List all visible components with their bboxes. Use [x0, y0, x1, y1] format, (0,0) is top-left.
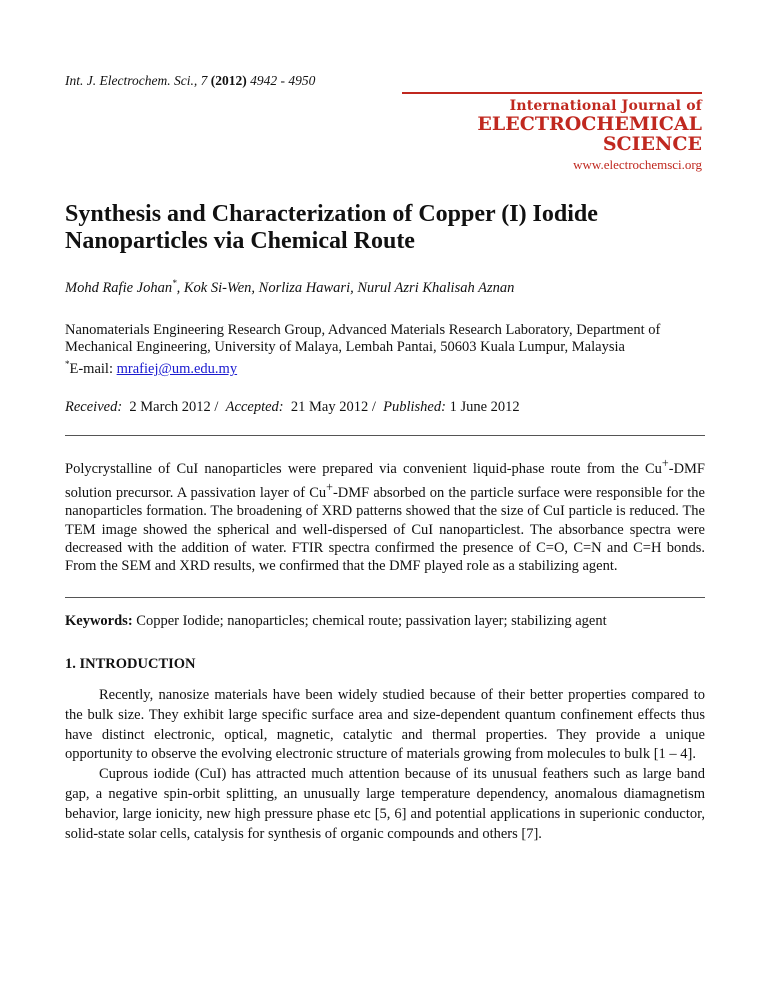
corresponding-mark: *	[172, 278, 177, 288]
paper-title-line2: Nanoparticles via Chemical Route	[65, 228, 415, 254]
introduction-body	[65, 686, 705, 844]
citation-year: (2012)	[210, 73, 247, 88]
journal-logo-line3: SCIENCE	[602, 133, 702, 155]
intro-paragraph-2: Cuprous iodide (CuI) has attracted much attention because of its unusual feathers such as large band gap, a negative spin-orbit splitting, an unusually large temperature dependency, anomalous diamagnetism behavior, large ionicity, new high pressure phase etc [5, 6] and potential applications in superionic conductor, solid-state solar cells, catalysis for synthesis of organic compounds and others [7].	[65, 766, 705, 842]
divider-top	[65, 435, 705, 436]
paper-title-line1: Synthesis and Characterization of Copper (I) Iodide	[65, 201, 598, 227]
journal-citation	[65, 73, 315, 89]
email-label: E-mail:	[69, 360, 117, 377]
citation-pages: 4942 - 4950	[250, 73, 316, 88]
journal-logo-line2: ELECTROCHEMICAL	[477, 113, 702, 135]
published-label: Published:	[383, 399, 446, 415]
citation-journal: Int. J. Electrochem. Sci.,	[65, 73, 198, 88]
citation-volume: 7	[200, 73, 208, 88]
paper-title	[65, 201, 705, 255]
keywords-label: Keywords:	[65, 613, 133, 629]
keywords	[65, 613, 705, 630]
abstract-part1: Polycrystalline of CuI nanoparticles were prepared via convenient liquid-phase route from the Cu	[65, 460, 662, 477]
journal-logo	[402, 92, 702, 173]
section-heading-introduction: 1. INTRODUCTION	[65, 656, 196, 672]
author-first: Mohd Rafie Johan	[65, 279, 173, 296]
email-line	[65, 356, 705, 378]
email-mark: *	[65, 359, 70, 369]
abstract-part3: -DMF absorbed on the particle surface were responsible for the nanoparticles formation. The broadening of XRD patterns showed that the size of CuI particle is reduced. The TEM image showed the spherical and well-dispersed of CuI nanoparticlest. The absorbance spectra were decreased with the addition of water. FTIR spectra confirmed the presence of C=O, C=N and C=H bonds. From the SEM and XRD results, we confirmed that the DMF played role as a stabilizing agent.	[65, 484, 705, 575]
intro-paragraph-1: Recently, nanosize materials have been widely studied because of their better properties compared to the bulk size. They exhibit large specific surface area and size-dependent quantum confinement effects thus have distinct electronic, optical, magnetic, catalytic and thermal properties. They provide a unique opportunity to observe the evolving electronic structure of materials growing from molecules to bulk [1 – 4].	[65, 687, 705, 763]
divider-bottom	[65, 597, 705, 598]
accepted-label: Accepted:	[225, 399, 284, 415]
journal-url-link[interactable]: www.electrochemsci.org	[573, 157, 702, 172]
received-label: Received:	[65, 399, 123, 415]
journal-logo-line1: International Journal of	[509, 98, 702, 114]
abstract-sup1: +	[661, 456, 669, 470]
affiliation	[65, 322, 705, 378]
abstract	[65, 454, 705, 575]
accepted-date: 21 May 2012	[290, 399, 369, 415]
received-date: 2 March 2012	[129, 399, 211, 415]
abstract-part2: -DMF solution precursor. A passivation layer of Cu	[65, 460, 705, 501]
publication-dates: Received: 2 March 2012 / Accepted: 21 May 2012 / Published: 1 June 2012	[65, 399, 520, 415]
abstract-sup2: +	[326, 480, 333, 495]
author-rest: , Kok Si-Wen, Norliza Hawari, Nurul Azri Khalisah Aznan	[176, 279, 515, 296]
published-date: 1 June 2012	[449, 399, 520, 415]
keywords-text: Copper Iodide; nanoparticles; chemical route; passivation layer; stabilizing agent	[132, 613, 607, 629]
affiliation-text: Nanomaterials Engineering Research Group, Advanced Materials Research Laboratory, Department of Mechanical Engineering, University of Malaya, Lembah Pantai, 50603 Kuala Lumpur, Malaysia	[65, 322, 661, 355]
author-list	[65, 278, 514, 297]
email-link[interactable]: mrafiej@um.edu.my	[116, 360, 238, 377]
